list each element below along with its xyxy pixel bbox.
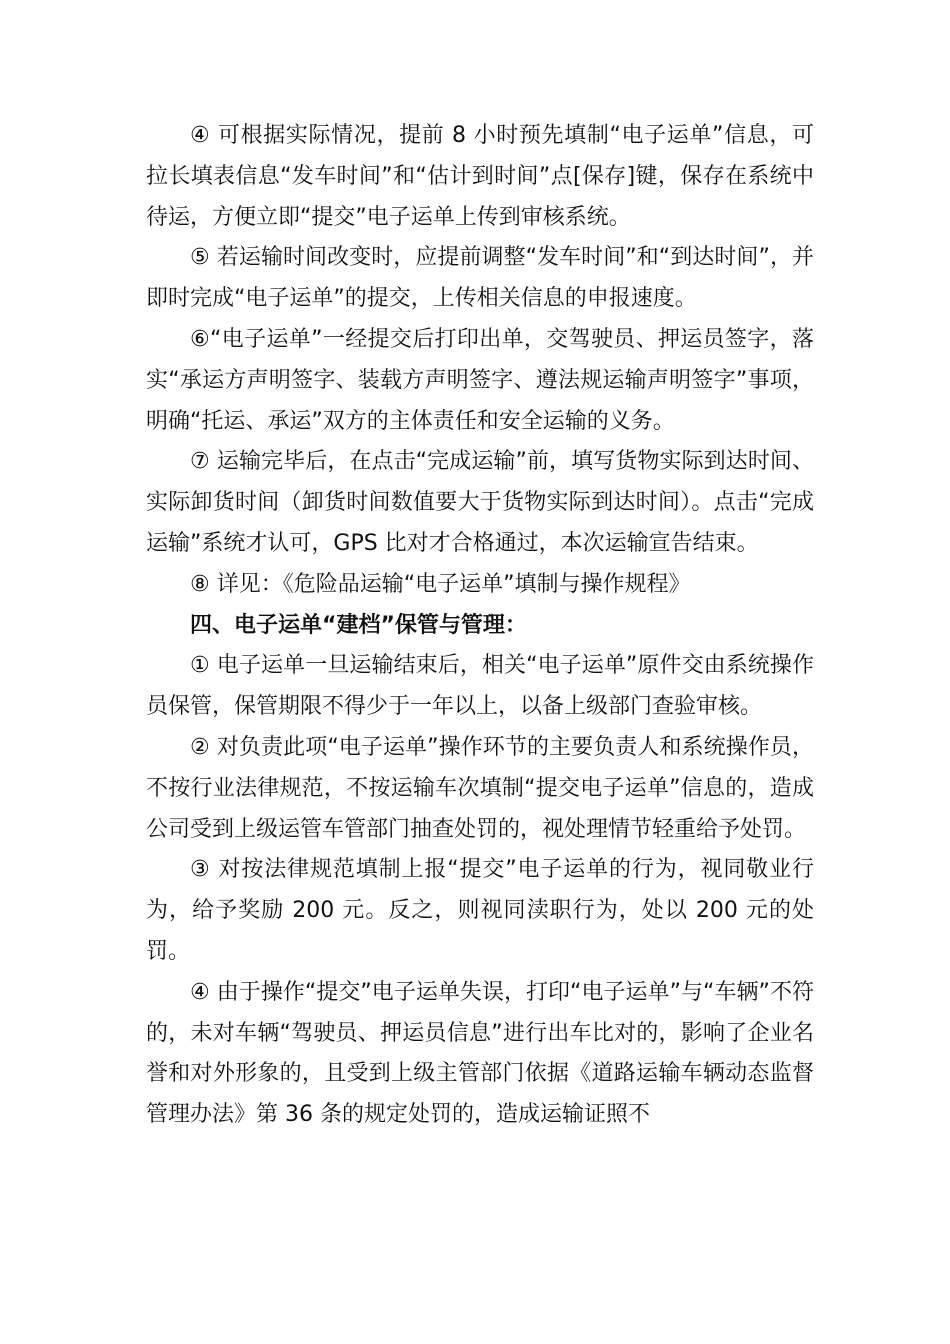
paragraph-item-5-time-change: ⑤ 若运输时间改变时，应提前调整“发车时间”和“到达时间”，并即时完成“电子运单”的提交，上传相关信息的申报速度。 <box>146 245 814 312</box>
paragraph-archive-2: ② 对负责此项“电子运单”操作环节的主要负责人和系统操作员，不按行业法律规范，不按运输车次填制“提交电子运单”信息的，造成公司受到上级运管车管部门抽查处罚的，视处理情节轻重给予处罚。 <box>146 734 814 842</box>
section-heading-archive: 四、电子运单“建档”保管与管理： <box>190 612 527 638</box>
paragraph-item-7-complete: ⑦ 运输完毕后，在点击“完成运输”前，填写货物实际到达时间、实际卸货时间（卸货时间数值要大于货物实际到达时间）。点击“完成运输”系统才认可，GPS 比对才合格通过，本次运输宣告结束。 <box>146 449 814 556</box>
paragraph-item-6-print-sign: ⑥“电子运单”一经提交后打印出单，交驾驶员、押运员签字，落实“承运方声明签字、装载方声明签字、遵法规运输声明签字”事项，明确“托运、承运”双方的主体责任和安全运输的义务。 <box>146 326 814 434</box>
paragraph-archive-1: ① 电子运单一旦运输结束后，相关“电子运单”原件交由系统操作员保管，保管期限不得少于一年以上，以备上级部门查验审核。 <box>146 653 814 720</box>
document-body <box>146 116 814 1136</box>
paragraph-item-8-reference: ⑧ 详见：《危险品运输“电子运单”填制与操作规程》 <box>190 571 691 597</box>
paragraph-archive-3: ③ 对按法律规范填制上报“提交”电子运单的行为，视同敬业行为，给予奖励 200 元。反之，则视同渎职行为，处以 200 元的处罚。 <box>146 857 814 964</box>
paragraph-item-4-prefill: ④ 可根据实际情况，提前 8 小时预先填制“电子运单”信息，可拉长填表信息“发车时间”和“估计到时间”点[保存]键，保存在系统中待运，方便立即“提交”电子运单上传到审核系统。 <box>146 123 814 230</box>
paragraph-archive-4: ④ 由于操作“提交”电子运单失误，打印“电子运单”与“车辆”不符的，未对车辆“驾驶员、押运员信息”进行出车比对的，影响了企业名誉和对外形象的，且受到上级主管部门依据《道路运输车辆动态监督管理办法》第 36 条的规定处罚的，造成运输证照不 <box>146 979 814 1128</box>
